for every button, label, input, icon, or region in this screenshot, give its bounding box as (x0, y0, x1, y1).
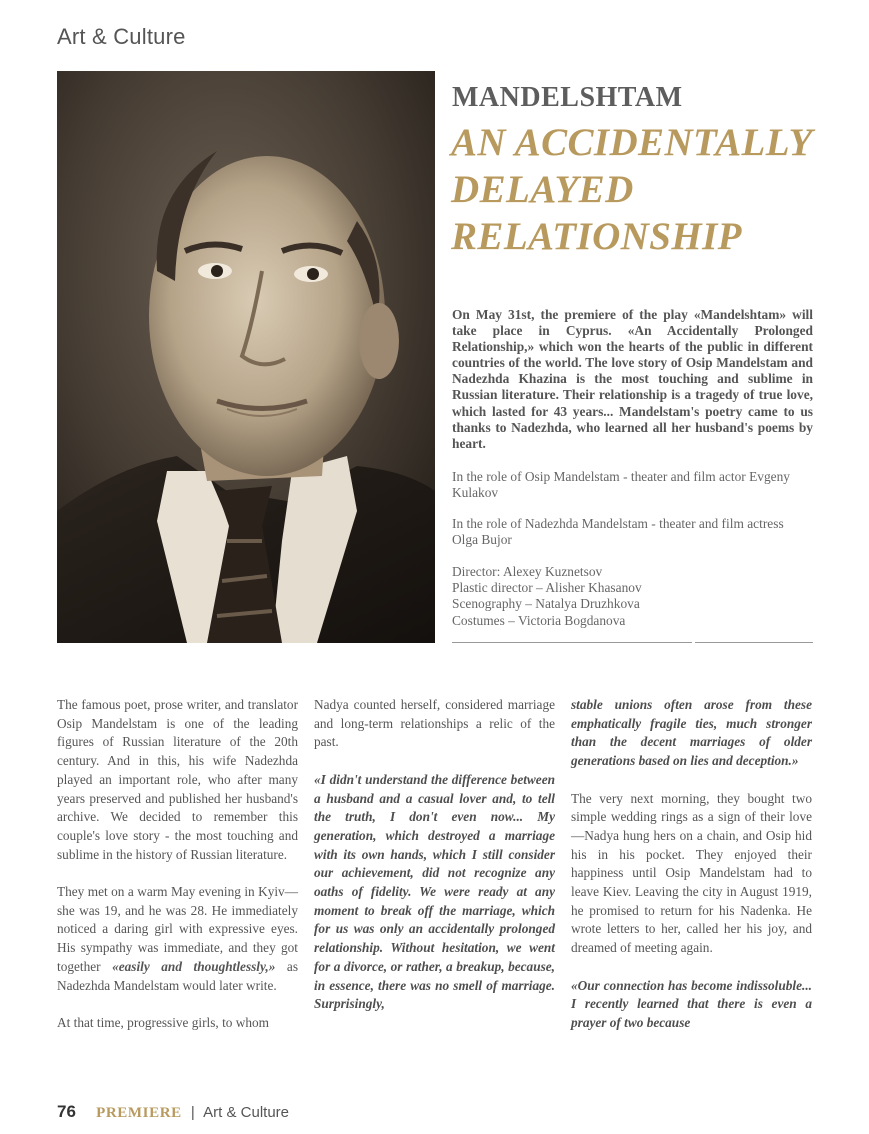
title-kicker: MANDELSHTAM (452, 82, 683, 113)
cast-nadezhda: In the role of Nadezhda Mandelstam - theater and film actress Olga Bujor (452, 516, 784, 548)
credit-director: Director: Alexey Kuznetsov (452, 564, 603, 579)
body-paragraph: At that time, progressive girls, to whom (57, 1014, 269, 1030)
portrait-illustration (57, 71, 435, 643)
footer-separator: | (190, 1104, 195, 1121)
divider-line (452, 642, 692, 643)
block-quote: «Our connection has become indissoluble... I recently learned that there is even a prayer of two because (571, 977, 812, 1030)
block-quote: stable unions often arose from these emphatically fragile ties, much stronger than the decent marriages of older generations based on lies and deception.» (571, 697, 812, 769)
credit-plastic-director: Plastic director – Alisher Khasanov (452, 580, 642, 596)
headline-line-3: RELATIONSHIP (451, 215, 742, 258)
headline-line-1: AN ACCIDENTALLY (451, 121, 813, 164)
body-text: They met on a warm May evening in Kyiv—she was 19, and he was 28. He immediately noticed a daring girl with expressive eyes. His sympathy was immediate, and they got together (57, 884, 298, 974)
body-paragraph: The very next morning, they bought two simple wedding rings as a sign of their love—Nadya hung hers on a chain, and Osip hid his in his pocket. They enjoyed their happiness until Osip Mandelstam had to leave Kiev. Leaving the city in August 1919, he promised to return for his Nadenka. He wrote letters to her, called her his joy, and dreamed of meeting again. (571, 790, 812, 956)
section-label: Art & Culture (57, 24, 186, 49)
page-footer (57, 1102, 289, 1122)
body-column-3 (571, 696, 812, 1051)
body-paragraph: Nadya counted herself, considered marriage and long-term relationships a relic of the past. (314, 697, 555, 750)
headline (451, 119, 851, 260)
lead-paragraph: On May 31st, the premiere of the play «Mandelshtam» will take place in Cyprus. «An Accidentally Prolonged Relationship,» which won the hearts of the public in different countries of the world. The love story of Osip Mandelstam and Nadezhda Khazina is the most touching and sublime in Russian literature. Their relationship is a tragedy of true love, which lasted for 43 years... Mandelstam's poetry came to us thanks to Nadezhda, who learned all her husband's poems by heart. (452, 307, 813, 451)
inline-quote: «easily and thoughtlessly,» (112, 958, 276, 974)
body-text: as Nadezhda Mandelstam would later write. (57, 958, 298, 993)
divider-line (695, 642, 813, 643)
portrait-photo (57, 71, 435, 643)
credits-list (452, 564, 813, 629)
body-paragraph: The famous poet, prose writer, and translator Osip Mandelstam is one of the leading figures of Russian literature of the 20th century. And in this, his wife Nadezhda played an important role, who after many years preserved and published her husband's archive. We decided to remember this couple's love story - the most touching and sublime in the history of Russian literature. (57, 697, 298, 862)
cast-osip: In the role of Osip Mandelstam - theater and film actor Evgeny Kulakov (452, 469, 791, 501)
credit-scenography: Scenography – Natalya Druzhkova (452, 596, 640, 612)
body-paragraph (57, 883, 298, 995)
headline-line-2: DELAYED (451, 168, 634, 211)
body-column-1 (57, 696, 298, 1051)
page-number: 76 (57, 1102, 76, 1121)
body-column-2 (314, 696, 555, 1033)
magazine-brand: PREMIERE (96, 1105, 182, 1121)
credit-costumes: Costumes – Victoria Bogdanova (452, 612, 626, 628)
block-quote: «I didn't understand the difference between a husband and a casual lover and, to tell the truth, I don't even now... My generation, which destroyed a marriage with its own hands, which I still consider our achievement, did not recognize any oaths of fidelity. We were ready at any moment to break off the marriage, which for us was only an accidentally prolonged relationship. Without hesitation, we went for a divorce, or rather, a breakup, because, in essence, there was no smell of marriage. Surprisingly, (314, 771, 555, 1012)
footer-section: Art & Culture (203, 1104, 290, 1121)
